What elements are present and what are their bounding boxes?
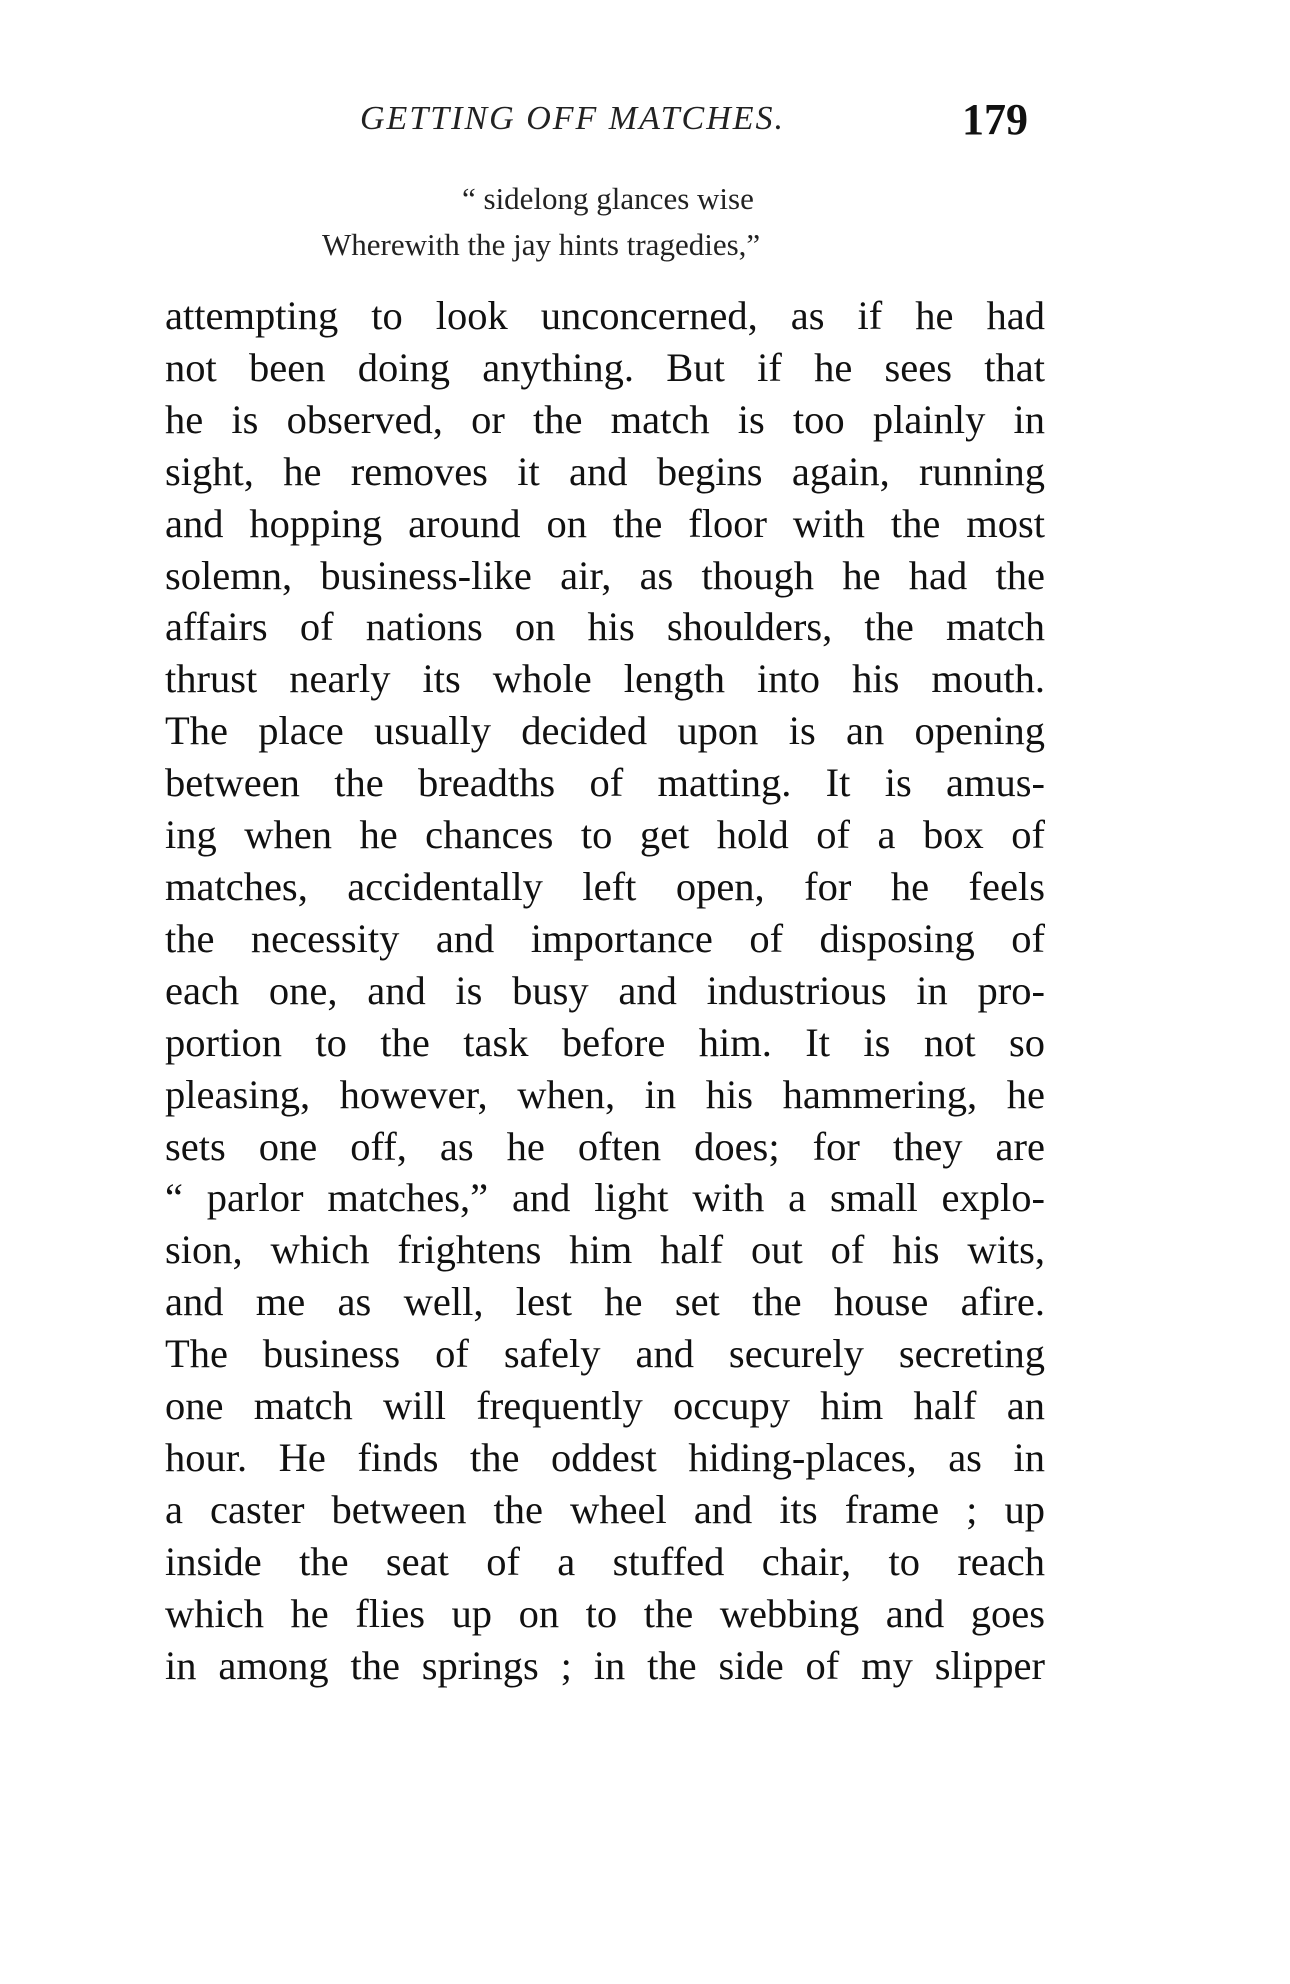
text-line: matches, accidentally left open, for he feels bbox=[165, 863, 1045, 909]
text-line: sion, which frightens him half out of his wits, bbox=[165, 1227, 1045, 1273]
epigraph-line: Wherewith the jay hints tragedies,” bbox=[322, 227, 761, 262]
text-line: “ parlor matches,” and light with a small explo- bbox=[165, 1175, 1045, 1221]
text-line: inside the seat of a stuffed chair, to reach bbox=[165, 1538, 1045, 1584]
running-head: GETTING OFF MATCHES. bbox=[360, 100, 786, 137]
text-line: The place usually decided upon is an opening bbox=[165, 708, 1045, 754]
text-line: which he flies up on to the webbing and goes bbox=[165, 1590, 1045, 1636]
text-line: The business of safely and securely secreting bbox=[165, 1331, 1045, 1377]
body-text bbox=[165, 290, 1045, 1691]
text-line: not been doing anything. But if he sees that bbox=[165, 344, 1045, 390]
text-line: and hopping around on the floor with the most bbox=[165, 500, 1045, 546]
epigraph-line: “ sidelong glances wise bbox=[462, 181, 754, 216]
text-line: and me as well, lest he set the house afire. bbox=[165, 1279, 1045, 1325]
text-line: affairs of nations on his shoulders, the match bbox=[165, 604, 1045, 650]
text-line: solemn, business-like air, as though he had the bbox=[165, 552, 1045, 598]
text-line: sets one off, as he often does; for they are bbox=[165, 1123, 1045, 1169]
text-line: portion to the task before him. It is not so bbox=[165, 1019, 1045, 1065]
text-line: a caster between the wheel and its frame ; up bbox=[165, 1486, 1045, 1532]
page-number: 179 bbox=[962, 95, 1028, 144]
text-line: in among the springs ; in the side of my slipper bbox=[165, 1642, 1045, 1688]
text-line: the necessity and importance of disposing of bbox=[165, 915, 1045, 961]
text-line: one match will frequently occupy him half an bbox=[165, 1383, 1045, 1429]
epigraph bbox=[0, 176, 1290, 268]
text-line: between the breadths of matting. It is amus- bbox=[165, 760, 1045, 806]
text-line: thrust nearly its whole length into his mouth. bbox=[165, 656, 1045, 702]
text-line: he is observed, or the match is too plainly in bbox=[165, 396, 1045, 442]
text-line: attempting to look unconcerned, as if he had bbox=[165, 293, 1045, 338]
text-line: each one, and is busy and industrious in pro- bbox=[165, 967, 1045, 1013]
text-line: hour. He finds the oddest hiding-places, as in bbox=[165, 1434, 1045, 1480]
text-line: pleasing, however, when, in his hammering, he bbox=[165, 1071, 1045, 1117]
text-line: ing when he chances to get hold of a box of bbox=[165, 812, 1045, 858]
text-line: sight, he removes it and begins again, running bbox=[165, 448, 1045, 494]
